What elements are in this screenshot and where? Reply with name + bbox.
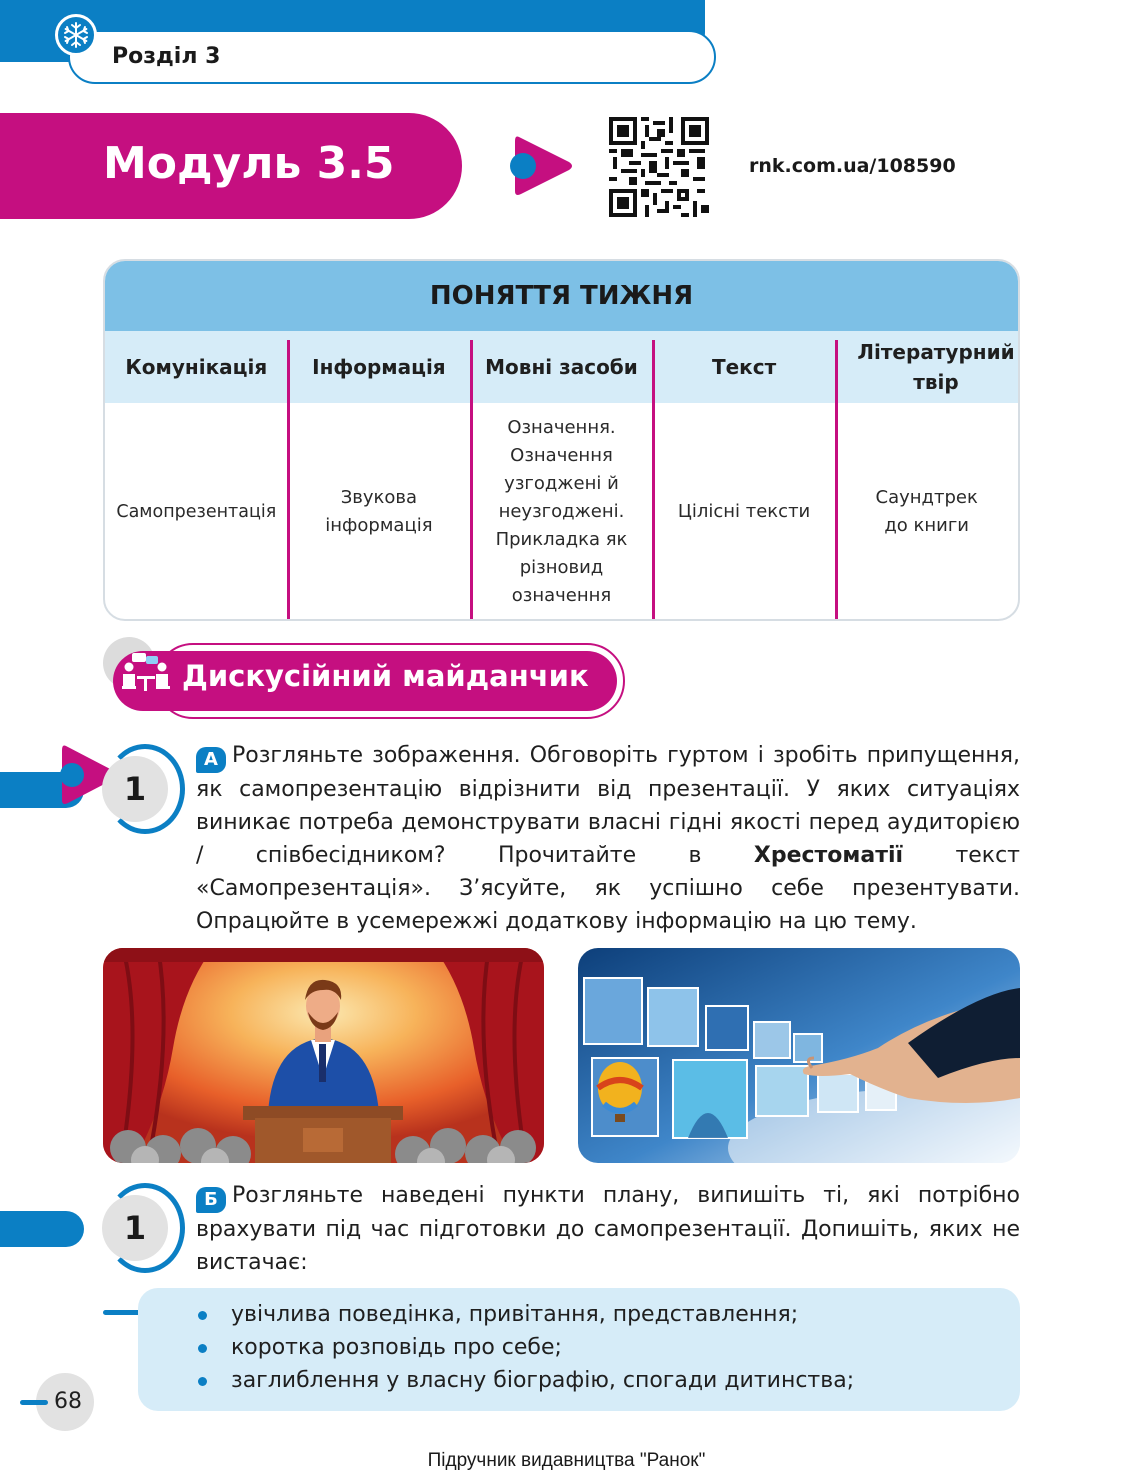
header-text: Текст: [711, 355, 777, 379]
header-language-means: Мовні засоби: [485, 355, 638, 379]
header-communication: Комунікація: [125, 355, 268, 379]
task-a-text-before: Розгляньте зображення. Обговоріть гуртом і зробіть припущення, як самопрезентацію відрізнити від презентації. У яких ситуаціях виникає потреба демонструвати власні гідні якості перед аудиторією / співбесідником? Прочитайте в: [196, 743, 1020, 868]
speaker-at-podium-illustration: [103, 948, 544, 1163]
header-literary-work: Літературний твір: [857, 340, 1015, 394]
discussion-title: Дискусійний майданчик: [182, 659, 589, 693]
concepts-title: ПОНЯТТЯ ТИЖНЯ: [105, 261, 1018, 331]
module-title: Модуль 3.5: [103, 138, 395, 189]
list-item: заглиблення у власну біографію, спогади дитинства;: [196, 1364, 854, 1397]
task-number: 1: [102, 756, 168, 822]
page-number: 68: [54, 1389, 82, 1414]
header-information: Інформація: [312, 355, 446, 379]
list-item: коротка розповідь про себе;: [196, 1331, 854, 1364]
discussion-people-icon: [120, 652, 172, 694]
task-a-text: [196, 739, 1020, 938]
task-a-text-after: текст «Самопрезентація». З’ясуйте, як успішно себе презентувати. Опрацюйте в усемережжі додаткову інформацію на цю тему.: [196, 842, 1021, 934]
task-a-text-bold: Хрестоматії: [753, 842, 904, 868]
column-divider: [835, 340, 838, 621]
snowflake-icon: [55, 14, 97, 56]
task-b-text: [196, 1179, 1020, 1279]
value-text: Цілісні тексти: [677, 501, 811, 522]
value-language-means: Означення. Означення узгоджені й неузгоджені. Прикладка як різновид означення: [495, 417, 628, 606]
qr-code-icon[interactable]: [609, 117, 709, 217]
concepts-table: [103, 259, 1020, 621]
task-b-badge: Б: [196, 1187, 226, 1213]
play-icon[interactable]: [505, 133, 575, 199]
column-divider: [470, 340, 473, 621]
value-information: Звукова інформація: [325, 487, 433, 536]
concepts-value-row: [105, 403, 1018, 621]
concepts-header-row: [105, 331, 1018, 403]
task-marker-bar: [0, 1211, 84, 1247]
task-a-badge: А: [196, 747, 226, 773]
list-item: увічлива поведінка, привітання, представлення;: [196, 1298, 854, 1331]
module-link[interactable]: rnk.com.ua/108590: [749, 155, 956, 177]
page-number-dash: [20, 1400, 48, 1405]
column-divider: [652, 340, 655, 621]
value-communication: Самопрезентація: [116, 502, 277, 522]
value-literary-work: Саундтрек до книги: [875, 487, 978, 536]
plan-list: [196, 1298, 854, 1397]
column-divider: [287, 340, 290, 621]
hand-touching-photo-gallery-illustration: [578, 948, 1020, 1163]
task-number: 1: [102, 1195, 168, 1261]
publisher-note: Підручник видавництва "Ранок": [427, 1450, 706, 1471]
task-b-text-body: Розгляньте наведені пункти плану, випишіть ті, які потрібно врахувати під час підготовки до самопрезентації. Допишіть, яких не вистачає:: [196, 1183, 1020, 1275]
section-label: Розділ 3: [112, 44, 221, 69]
